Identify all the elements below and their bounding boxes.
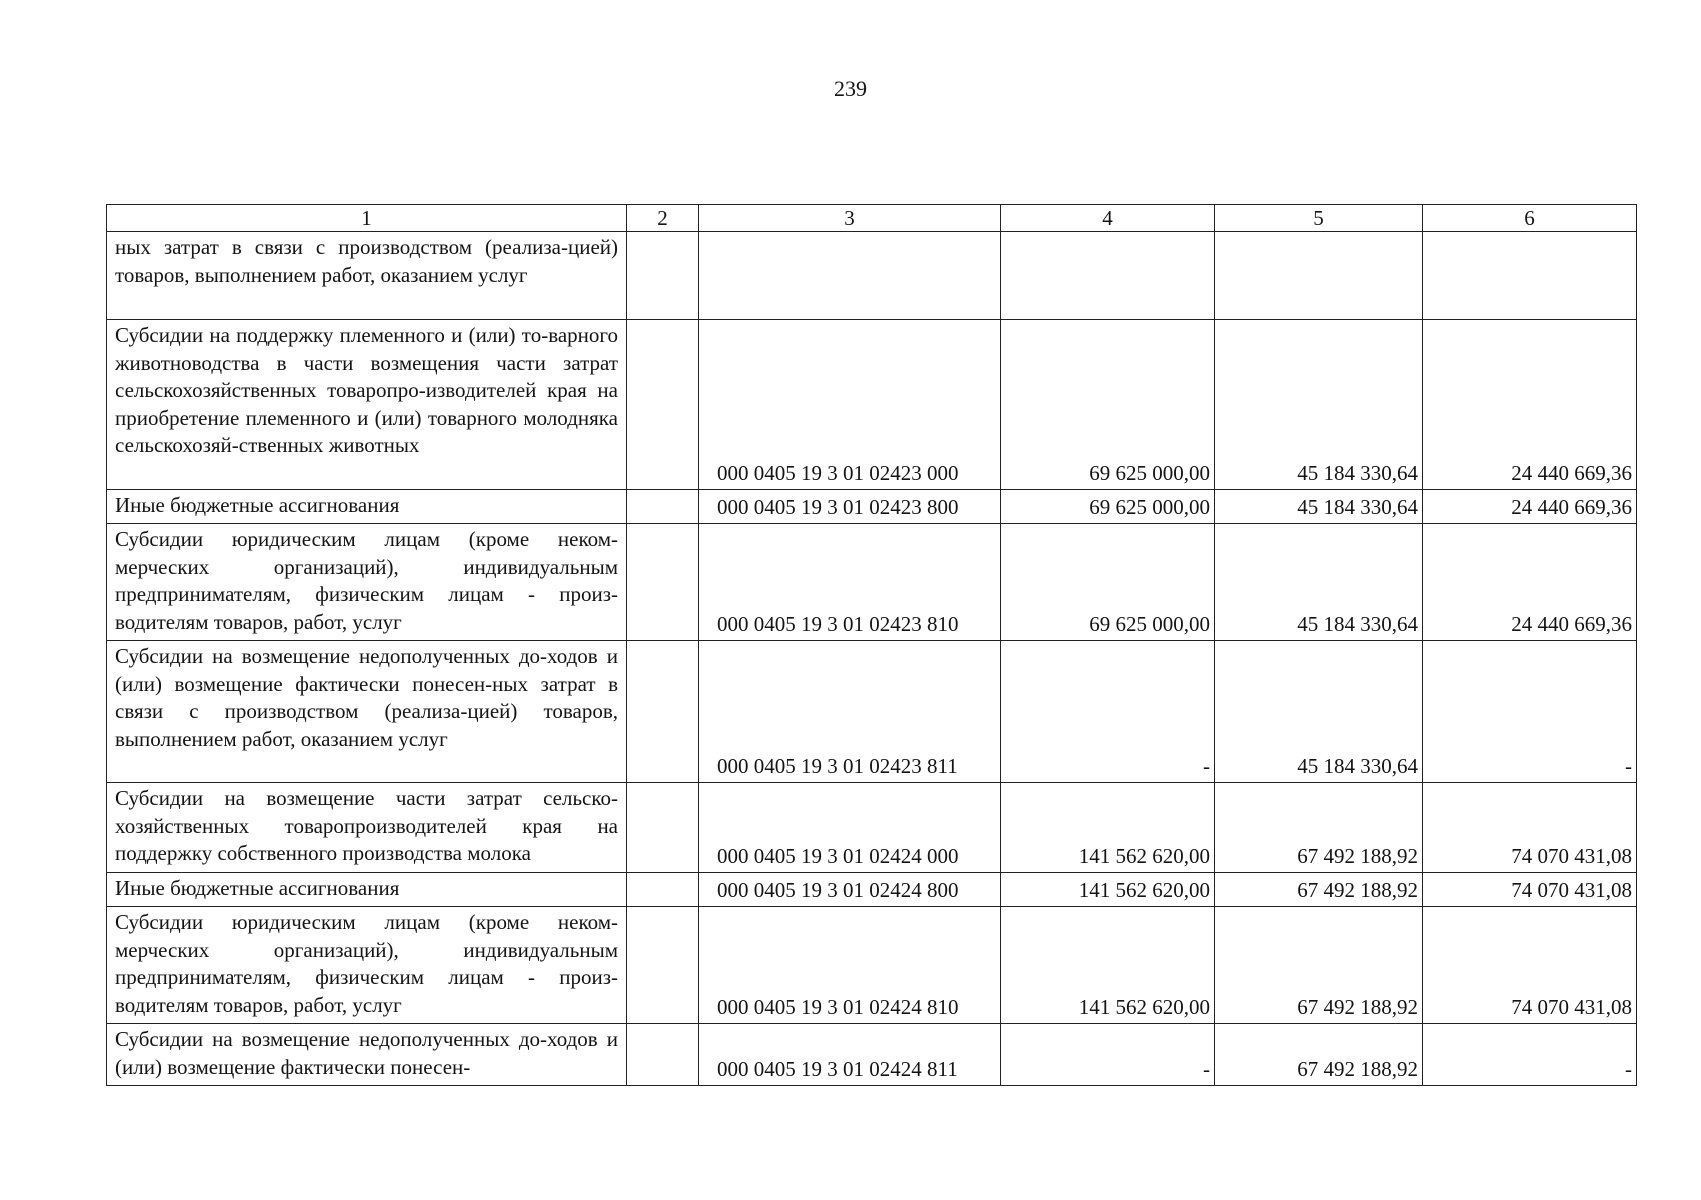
row-col5: 45 184 330,64 (1215, 641, 1423, 783)
row-col5: 67 492 188,92 (1215, 907, 1423, 1024)
row-code: 000 0405 19 3 01 02424 811 (699, 1024, 1001, 1086)
row-col5: 45 184 330,64 (1215, 524, 1423, 641)
row-col2 (627, 641, 699, 783)
row-description: Субсидии на возмещение части затрат сельско-хозяйственных товаропроизводителей края на поддержку собственного производства молока (107, 783, 627, 873)
table-row (107, 783, 1637, 873)
table-row (107, 1024, 1637, 1086)
row-col5: 45 184 330,64 (1215, 490, 1423, 524)
table-row (107, 524, 1637, 641)
row-col6: 24 440 669,36 (1423, 490, 1637, 524)
row-description: Субсидии на возмещение недополученных до-ходов и (или) возмещение фактически понесен-ных затрат в связи с производством (реализа-цией) товаров, выполнением работ, оказанием услуг (107, 641, 627, 783)
row-code (699, 232, 1001, 320)
row-col4: 69 625 000,00 (1001, 524, 1215, 641)
row-col5: 67 492 188,92 (1215, 783, 1423, 873)
row-description: Субсидии юридическим лицам (кроме неком-мерческих организаций), индивидуальным предпринимателям, физическим лицам - произ-водителям товаров, работ, услуг (107, 907, 627, 1024)
table-row (107, 641, 1637, 783)
row-col5 (1215, 232, 1423, 320)
row-code: 000 0405 19 3 01 02424 800 (699, 873, 1001, 907)
row-col6: 74 070 431,08 (1423, 907, 1637, 1024)
column-header-6: 6 (1423, 205, 1637, 232)
table-row (107, 490, 1637, 524)
table-row (107, 907, 1637, 1024)
table-row (107, 320, 1637, 490)
row-code: 000 0405 19 3 01 02423 800 (699, 490, 1001, 524)
row-col4: - (1001, 641, 1215, 783)
row-col6 (1423, 232, 1637, 320)
column-header-4: 4 (1001, 205, 1215, 232)
row-col4: 141 562 620,00 (1001, 783, 1215, 873)
row-description: Иные бюджетные ассигнования (107, 490, 627, 524)
row-col2 (627, 320, 699, 490)
row-col6: - (1423, 641, 1637, 783)
row-col5: 45 184 330,64 (1215, 320, 1423, 490)
row-col4: 69 625 000,00 (1001, 490, 1215, 524)
row-code: 000 0405 19 3 01 02423 000 (699, 320, 1001, 490)
table-row (107, 232, 1637, 320)
row-col4: - (1001, 1024, 1215, 1086)
row-description: Субсидии юридическим лицам (кроме неком-мерческих организаций), индивидуальным предпринимателям, физическим лицам - произ-водителям товаров, работ, услуг (107, 524, 627, 641)
row-description: ных затрат в связи с производством (реализа-цией) товаров, выполнением работ, оказанием услуг (107, 232, 627, 320)
row-description: Субсидии на поддержку племенного и (или) то-варного животноводства в части возмещения части затрат сельскохозяйственных товаропро-изводителей края на приобретение племенного и (или) товарного молодняка сельскохозяй-ственных животных (107, 320, 627, 490)
header-row (107, 205, 1637, 232)
row-code: 000 0405 19 3 01 02423 811 (699, 641, 1001, 783)
row-col6: 74 070 431,08 (1423, 783, 1637, 873)
row-col2 (627, 783, 699, 873)
row-col2 (627, 232, 699, 320)
table-row (107, 873, 1637, 907)
row-col5: 67 492 188,92 (1215, 1024, 1423, 1086)
row-col6: 24 440 669,36 (1423, 524, 1637, 641)
row-description: Иные бюджетные ассигнования (107, 873, 627, 907)
column-header-5: 5 (1215, 205, 1423, 232)
row-col4: 141 562 620,00 (1001, 907, 1215, 1024)
row-col4 (1001, 232, 1215, 320)
row-col6: 74 070 431,08 (1423, 873, 1637, 907)
row-code: 000 0405 19 3 01 02424 810 (699, 907, 1001, 1024)
row-code: 000 0405 19 3 01 02424 000 (699, 783, 1001, 873)
row-col6: 24 440 669,36 (1423, 320, 1637, 490)
row-col2 (627, 873, 699, 907)
row-col2 (627, 524, 699, 641)
column-header-3: 3 (699, 205, 1001, 232)
row-col5: 67 492 188,92 (1215, 873, 1423, 907)
row-col4: 141 562 620,00 (1001, 873, 1215, 907)
budget-table (106, 204, 1637, 1086)
page-number: 239 (834, 76, 867, 101)
row-col4: 69 625 000,00 (1001, 320, 1215, 490)
row-col2 (627, 490, 699, 524)
row-col2 (627, 907, 699, 1024)
row-col6: - (1423, 1024, 1637, 1086)
column-header-1: 1 (107, 205, 627, 232)
column-header-2: 2 (627, 205, 699, 232)
row-description: Субсидии на возмещение недополученных до-ходов и (или) возмещение фактически понесен- (107, 1024, 627, 1086)
row-col2 (627, 1024, 699, 1086)
row-code: 000 0405 19 3 01 02423 810 (699, 524, 1001, 641)
